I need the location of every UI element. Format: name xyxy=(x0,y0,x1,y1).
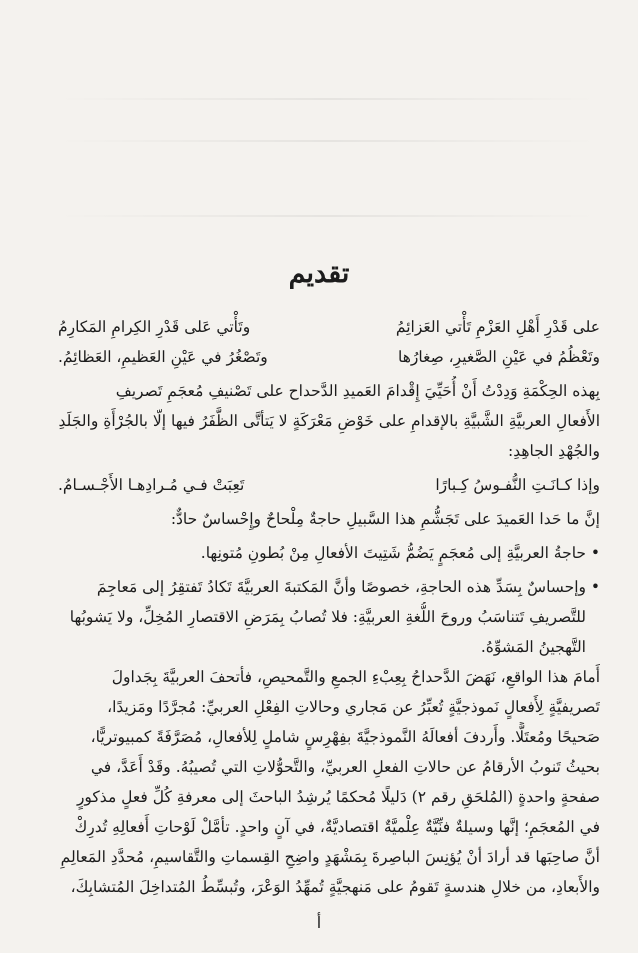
text-line: في المُعجَمِ؛ إنَّها وسيلةٌ فنِّيَّةٌ عِلْميَّةٌ اقتصاديَّةٌ، في آنٍ واحدٍ. تأمَّلْ لَوْحاتِ أَفعالِهِ تُدرِكْ xyxy=(74,818,600,836)
text-line: إنَّ ما حَدا العَميدَ على تَجَشُّمِ هذا السَّبيلِ حاجةٌ مِلْحاحٌ وإِحْساسٌ حادٌّ: xyxy=(170,510,600,528)
verse-second-hemistich: وتَصْغُرُ في عَيْنِ العَظيمِ، العَظائِمُ. xyxy=(58,348,268,366)
text-line: للتَّصريفِ تَتناسَبُ وروحَ اللُّغةِ العربيَّةِ: فلا تُصابُ بِمَرَضِ الاقتصارِ المُخِلِّ، ولا يَشوبُها xyxy=(69,608,586,626)
bullet-item-need xyxy=(58,538,600,568)
bleed-through-shadow xyxy=(55,140,600,142)
paragraph-motive xyxy=(58,504,600,534)
poem-verse xyxy=(58,470,600,500)
bleed-through-shadow xyxy=(55,215,600,217)
text-line: الأَفعالِ العربيَّةِ الشَّبيَّةِ بالإقدامِ على خَوْضِ مَعْرَكَةٍ لا يَتأتَّى الظَّفَرُ فيها إلّا بالجُرْأَةِ والجَلَدِ xyxy=(58,412,600,430)
verse-second-hemistich: تَعِبَتْ فـي مُـرادِهـا الأَجْـسـامُ. xyxy=(58,476,245,494)
verse-first-hemistich: وإذا كـانَـتِ النُّفـوسُ كِـبارًا xyxy=(435,476,600,494)
text-line: أنَّ صاحِبَها قد أرادَ أنْ يُؤنِسَ الباصِرةَ بِمَشْهَدٍ واضِحِ القِسماتِ والتَّقاسيمِ، مُحدَّدِ المَعالِمِ xyxy=(60,848,600,866)
page-title: تقديم xyxy=(288,258,350,289)
bullet-item-feeling xyxy=(58,572,600,662)
poem-verse xyxy=(58,342,600,372)
poem-verse xyxy=(58,312,600,342)
verse-second-hemistich: وتَأْتي عَلى قَدْرِ الكِرامِ المَكارِمُ xyxy=(58,318,251,336)
text-line: • وإحساسٌ بِسَدِّ هذه الحاجةِ، خصوصًا وأنَّ المَكتبةَ العربيَّةَ تَكادُ تَفتقِرُ إلى مَعاجِمَ xyxy=(96,578,586,596)
text-line: • حاجةُ العربيَّةِ إلى مُعجَمٍ يَضُمُّ شَتِيتَ الأفعالِ مِنْ بُطونِ مُتونِها. xyxy=(200,544,586,562)
text-line: أَمامَ هذا الواقعِ، نَهَضَ الدَّحداحُ بِعِبْءِ الجمعِ والتَّمحيصِ، فأتحفَ العربيَّةَ بِجَداولَ xyxy=(111,668,600,686)
text-line: والجُهْدِ الجاهِدِ: xyxy=(507,442,600,460)
bleed-through-shadow xyxy=(55,98,600,100)
text-line: التَّهجينُ المَشوِّهُ. xyxy=(480,638,586,656)
verse-first-hemistich: على قَدْرِ أَهْلِ العَزْمِ تَأْتي العَزائِمُ xyxy=(395,318,600,336)
text-line: بِهذه الحِكْمَةِ وَدِدْتُ أَنْ أُحَيِّيَ إِقْدامَ العَميدِ الدَّحداح على تَصْنيفِ مُعجَمِ تَصريفِ xyxy=(115,382,600,400)
text-line: بحيثُ تَنوبُ الأرقامُ عن حالاتِ الفعلِ العربيِّ، والتَّحوُّلاتِ التي تُصيبُهُ. وقَدْ أَعَدَّ، في xyxy=(90,758,600,776)
paragraph-intro xyxy=(58,376,600,466)
text-line: صَحيحًا ومُعتَلًّا. وأَردفَ أفعالَهُ النَّموذجيَّةَ بفِهْرِسٍ شاملٍ لِلأفعالِ، مُصَرَّفَةً كمبيوتريًّا، xyxy=(90,728,600,746)
document-body xyxy=(58,312,600,902)
text-line: صفحةٍ واحدةٍ (المُلحَقِ رقم ٢) دَليلًا مُحكمًا يُرشِدُ الباحثَ إلى معرفةِ كُلِّ فعلٍ مذكورٍ xyxy=(76,788,600,806)
text-line: والأَبعادِ، من خلالِ هندسةٍ تَقومُ على مَنهجيَّةٍ تُمهِّدُ الوَعْرَ، وتُبسِّطُ المُتداخِلَ المُتشابِكَ، xyxy=(70,878,600,896)
page-number: أ xyxy=(316,913,322,932)
paragraph-description xyxy=(58,662,600,902)
verse-first-hemistich: وتَعْظُمُ في عَيْنِ الصَّغيرِ، صِغارُها xyxy=(398,348,600,366)
text-line: تَصريفيَّةٍ لِأَفعالٍ نَموذجيَّةٍ تُعبِّرُ عن مَجاري وحالاتِ الفِعْلِ العربيِّ: مُجرَّدًا ومَزيدًا، xyxy=(107,698,600,716)
